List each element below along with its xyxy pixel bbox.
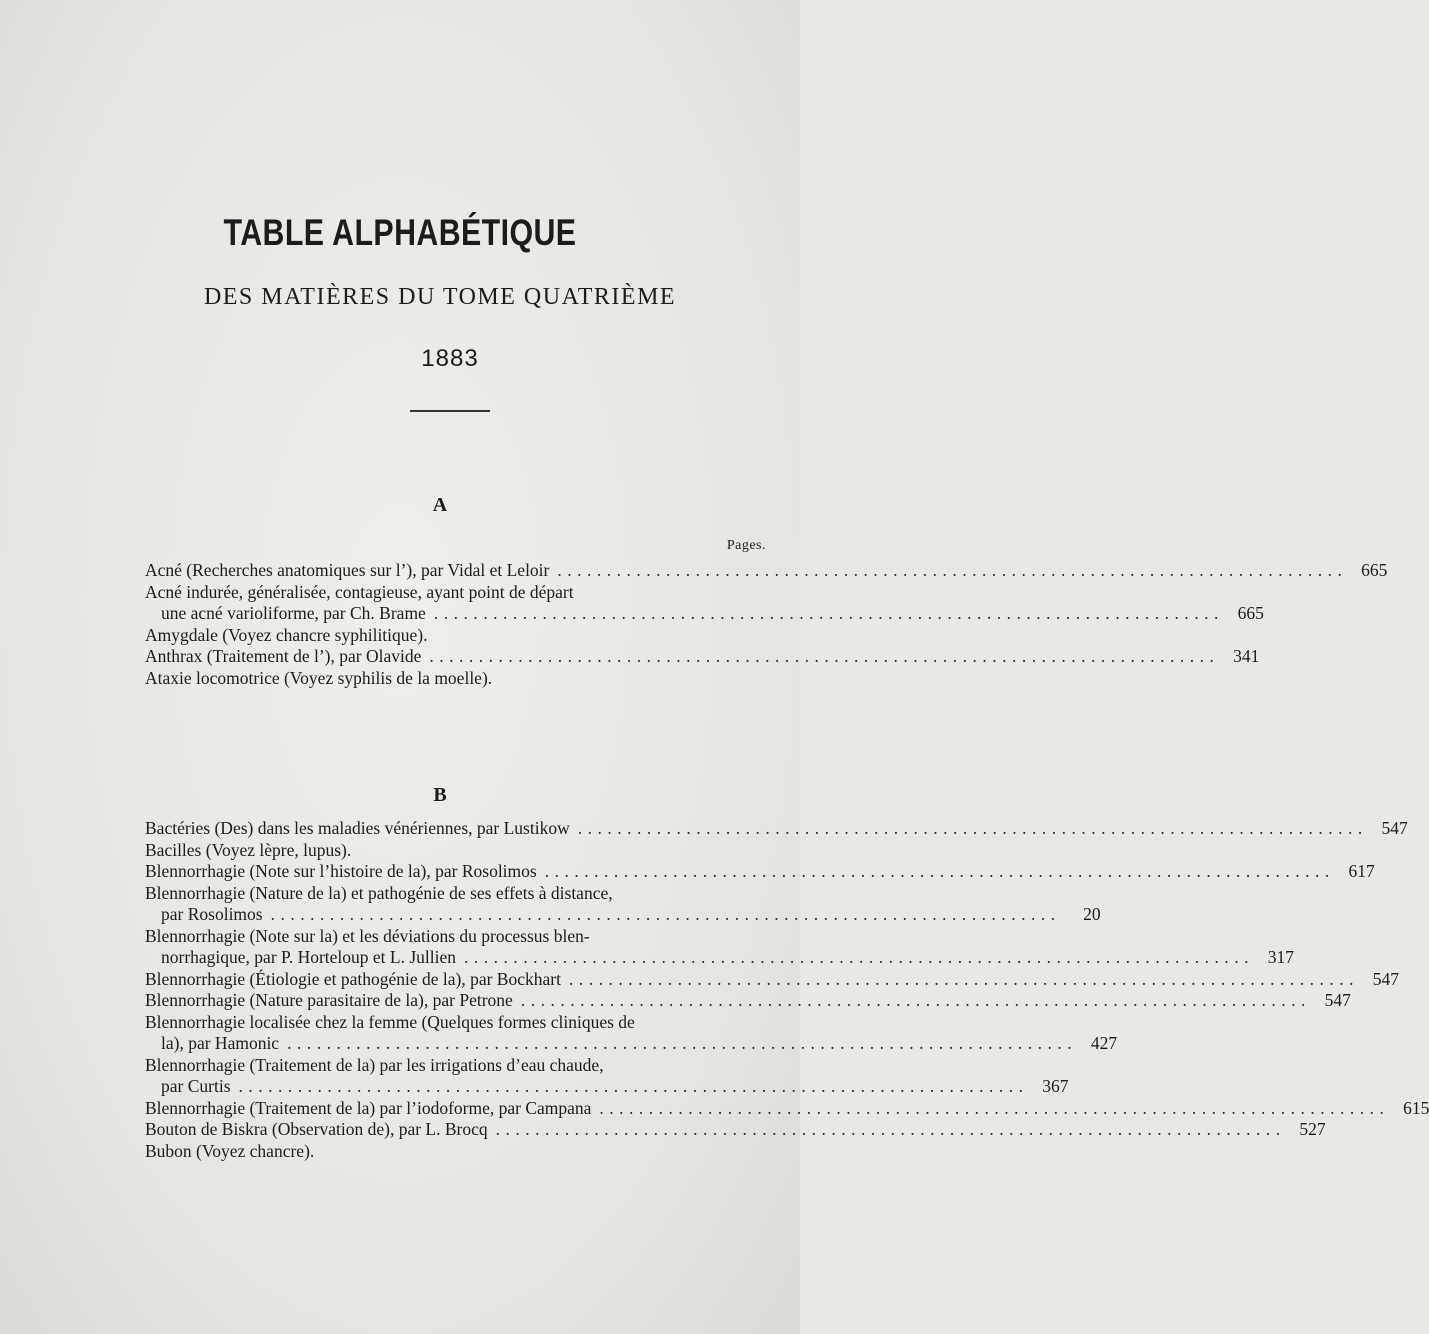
page-number: 615	[1403, 1097, 1429, 1118]
entry-text: Blennorrhagie (Note sur la) et les déviations du processus blen-	[145, 925, 590, 946]
dot-leader: ................................................................................	[270, 904, 1061, 924]
index-entry-line	[145, 625, 755, 647]
dot-leader: ................................................................................	[433, 603, 1224, 623]
page-number: 367	[1042, 1076, 1069, 1096]
index-entry	[145, 1097, 1429, 1120]
index-entry	[145, 968, 1399, 991]
index-entry-line	[145, 1141, 755, 1163]
page-number: 547	[1381, 818, 1408, 838]
index-entry-line	[145, 861, 1375, 883]
volume-year: 1883	[421, 345, 479, 372]
entry-text: Blennorrhagie localisée chez la femme (Quelques formes cliniques de	[145, 1011, 635, 1032]
index-entry	[145, 990, 1351, 1012]
index-entry	[145, 560, 1388, 582]
section-letter-b: B	[433, 784, 447, 806]
page-number: 547	[1372, 968, 1399, 989]
index-entry-line	[145, 1033, 1118, 1055]
index-entry-line	[145, 1055, 755, 1077]
entry-text: par Rosolimos	[161, 904, 263, 924]
index-entry-line	[145, 1012, 755, 1034]
dot-leader: ................................................................................	[429, 646, 1220, 666]
page-number: 341	[1233, 646, 1260, 666]
page-number: 665	[1361, 560, 1388, 580]
index-entry-line	[145, 1119, 1326, 1141]
index-entry-line	[145, 818, 1408, 840]
index-entry	[145, 818, 1408, 840]
index-entry-line	[145, 883, 755, 905]
index-entry	[145, 646, 1260, 668]
index-entry-line	[145, 1076, 1069, 1098]
page-number: 527	[1299, 1119, 1326, 1139]
title-divider	[410, 410, 490, 412]
index-entry	[145, 925, 1295, 969]
page-number: 427	[1090, 1033, 1118, 1053]
entry-text: la), par Hamonic	[161, 1033, 280, 1053]
index-entry-line	[145, 947, 1295, 969]
dot-leader: ................................................................................	[495, 1119, 1286, 1139]
page-number: 665	[1237, 603, 1264, 623]
page-title: TABLE ALPHABÉTIQUE	[223, 212, 577, 253]
index-entry-line	[145, 668, 755, 690]
index-entry	[145, 625, 755, 647]
index-entry-line	[145, 646, 1260, 668]
index-entry-line	[145, 904, 1101, 926]
entry-text: Acné (Recherches anatomiques sur l’), par Vidal et Leloir	[145, 560, 550, 580]
entry-text: Anthrax (Traitement de l’), par Olavide	[145, 646, 422, 666]
dot-leader: ................................................................................	[238, 1076, 1029, 1096]
dot-leader: ................................................................................	[557, 560, 1348, 580]
index-entry-line	[145, 990, 1351, 1012]
index-entry-line	[145, 968, 1399, 991]
index-entry-line	[145, 560, 1388, 582]
dot-leader: ................................................................................	[544, 861, 1335, 881]
section-a-entries	[145, 560, 1388, 689]
index-entry	[145, 840, 755, 862]
entry-text: Blennorrhagie (Nature de la) et pathogénie de ses effets à distance,	[145, 882, 613, 903]
index-entry	[145, 1119, 1326, 1141]
page-number: 617	[1348, 861, 1375, 881]
index-entry-line	[145, 582, 755, 604]
dot-leader: ................................................................................	[464, 947, 1255, 967]
index-entry	[145, 861, 1375, 883]
page-number: 317	[1267, 947, 1295, 967]
index-entry-line	[145, 603, 1264, 625]
section-letter-a: A	[432, 494, 448, 516]
dot-leader: ................................................................................	[599, 1097, 1390, 1118]
index-entry-line	[145, 1097, 1429, 1120]
section-b-entries	[145, 818, 1429, 1162]
entry-text: Blennorrhagie (Traitement de la) par l’iodoforme, par Campana	[145, 1097, 592, 1118]
index-entry	[145, 668, 755, 690]
index-entry	[145, 1141, 755, 1163]
entry-text: Blennorrhagie (Note sur l’histoire de la), par Rosolimos	[145, 861, 537, 881]
entry-text: Ataxie locomotrice (Voyez syphilis de la moelle).	[145, 667, 493, 688]
dot-leader: ................................................................................	[577, 818, 1368, 838]
page-number: 20	[1083, 904, 1101, 924]
dot-leader: ................................................................................	[568, 968, 1359, 989]
index-entry-line	[145, 840, 755, 862]
entry-text: norrhagique, par P. Horteloup et L. Jullien	[161, 947, 457, 967]
entry-text: Blennorrhagie (Traitement de la) par les irrigations d’eau chaude,	[145, 1054, 604, 1075]
entry-text: Blennorrhagie (Nature parasitaire de la), par Petrone	[145, 990, 513, 1010]
entry-text: Acné indurée, généralisée, contagieuse, ayant point de départ	[145, 581, 574, 602]
index-entry	[145, 1011, 1118, 1055]
entry-text: par Curtis	[161, 1076, 231, 1096]
index-entry-line	[145, 926, 755, 948]
index-entry	[145, 882, 1101, 926]
pages-column-header: Pages.	[726, 538, 766, 553]
dot-leader: ................................................................................	[287, 1033, 1078, 1053]
index-entry	[145, 1054, 1069, 1098]
entry-text: Bubon (Voyez chancre).	[145, 1140, 315, 1161]
index-entry	[145, 581, 1264, 625]
dot-leader: ................................................................................	[520, 990, 1311, 1010]
page-subtitle: DES MATIÈRES DU TOME QUATRIÈME	[203, 284, 677, 310]
entry-text: Bacilles (Voyez lèpre, lupus).	[145, 839, 352, 860]
page-number: 547	[1324, 990, 1351, 1010]
entry-text: Blennorrhagie (Étiologie et pathogénie de la), par Bockhart	[145, 968, 561, 989]
entry-text: Bouton de Biskra (Observation de), par L. Brocq	[145, 1119, 488, 1139]
entry-text: Amygdale (Voyez chancre syphilitique).	[145, 624, 428, 645]
entry-text: une acné varioliforme, par Ch. Brame	[161, 603, 426, 623]
entry-text: Bactéries (Des) dans les maladies vénériennes, par Lustikow	[145, 818, 570, 838]
